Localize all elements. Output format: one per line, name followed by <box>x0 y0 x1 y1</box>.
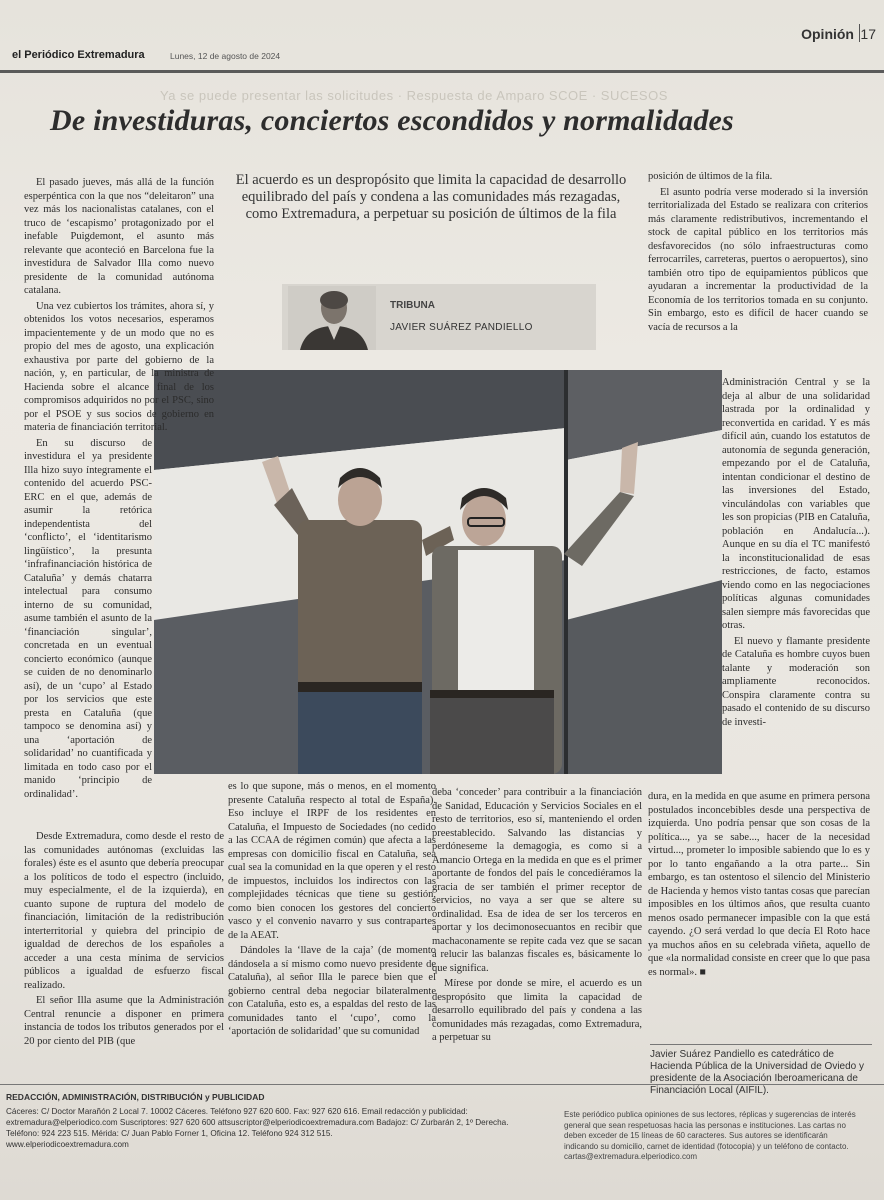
paragraph: El nuevo y flamante presidente de Cataluña es hombre cuyos buen talante y moderación son ampliamente reconocidos. Conspira claramente contra su pasado el contenido de su discurso de investi- <box>722 635 870 728</box>
paragraph: Mírese por donde se mire, el acuerdo es un despropósito que limita la capacidad de desarrollo equilibrado del país y condena a las comunidades más rezagadas, como Extremadura, a perpetuar su <box>432 978 642 1043</box>
paragraph: Dándoles la ‘llave de la caja’ (de momento dándosela a sí mismo como nuevo presidente de Cataluña), al señor Illa le parece bien que el gobierno central deba negociar bilateralmente con Cataluña, esto es, a espaldas del resto de las comunidades tanto el ‘cupo’, como la ‘aportación de solidaridad’ que su comunidad <box>228 945 436 1037</box>
column-4-top <box>648 170 868 336</box>
article-lead: El acuerdo es un despropósito que limita la capacidad de desarrollo equilibrado del país y condena a las comunidades más rezagadas, como Extremadura, a perpetuar su posición de últimos de la fila <box>235 172 627 222</box>
paragraph: El señor Illa asume que la Administración Central renuncie a disponer en primera instancia de todos los tributos generados por el 20 por ciento del PIB (que <box>24 995 224 1047</box>
column-1-bottom <box>24 830 224 1050</box>
paragraph: Una vez cubiertos los trámites, ahora sí, y obtenidos los votos necesarios, esperamos impacientemente y de un modo que no es propio del mes de agosto, una explicación exhaustiva por parte del gobierno de la nación, y, en particular, de la ministra de Hacienda sobre el alcance final de los compromisos adquiridos no por el PSC, sino por el PSOE y sus socios de gobierno en materia de financiación territorial. <box>24 300 214 433</box>
column-1 <box>24 176 214 803</box>
paragraph: es lo que supone, más o menos, en el momento presente Cataluña respecto al total de España). Eso incluye el IRPF de los residentes en Cataluña, el Impuesto de Sociedades (no cedido a las CCAA de régimen común) que afecta a las empresas con domicilio fiscal en Cataluña, sea cual sea la comunidad en la que operen y el resto de impuestos, incluidos los indirectos con las complejidades técnicas que tiene su gestión, como bien conocen los gestores del concierto vasco y el convenio navarro y sus contrapartes de la AEAT. <box>228 781 436 941</box>
show-through-text: Ya se puede presentar las solicitudes · Respuesta de Amparo SCOE · SUCESOS <box>160 88 668 103</box>
footer-rule <box>0 1084 884 1085</box>
paragraph: Administración Central y se la deja al albur de una solidaridad lastrada por la ordinalidad y reconvertida en caridad. Y es más difícil aún, cuando los estatutos de autonomía de segunda generación, empezando por el de Cataluña, intentan condicionar el destino de las inversiones del Estado, vinculándolas con variables que les son propicias (PIB en Cataluña, población en Andalucía...). Aunque en su día el TC manifestó la inconstitucionalidad de esas restricciones, de facto, estamos viendo como en las negociaciones políticas algunas comunidades salen siempre más favorecidas que otras. <box>722 377 870 631</box>
contact-heading: REDACCIÓN, ADMINISTRACIÓN, DISTRIBUCIÓN y PUBLICIDAD <box>6 1092 265 1102</box>
byline-box <box>282 284 596 350</box>
contact-info <box>6 1092 516 1150</box>
author-bio: Javier Suárez Pandiello es catedrático de Hacienda Pública de la Universidad de Oviedo y presidente de la Asociación Iberoamericana de Financiación Local (AIFIL). <box>650 1044 872 1097</box>
paragraph: Desde Extremadura, como desde el resto de las comunidades autónomas (excluidas las forales) éste es el asunto que debería preocupar a los políticos de todo el espectro (incluido, muy especialmente, el de la izquierda), en cuanto supone de ruptura del modelo de financiación, limitación de la redistribución interterritorial y quiebra del principio de igualdad de derechos de los españoles a acceder a una cesta mínima de servicios públicos a igualdad de esfuerzo fiscal realizado. <box>24 831 224 991</box>
contact-lines: Cáceres: C/ Doctor Marañón 2 Local 7. 10002 Cáceres. Teléfono 927 620 600. Fax: 927 620 616. Email redacción y publicidad: extremadura@elperiodico.com Suscriptores: 927 620 600 attsuscriptor@elperiodicoextremadura.com Badajoz: C/ Zurbarán 2, 1º Derecha. Teléfono: 924 223 515. Mérida: C/ Juan Pablo Forner 1, Oficina 12. Teléfono 924 312 515. <box>6 1107 509 1138</box>
paragraph: dura, en la medida en que asume en primera persona postulados inconcebibles desde una perspectiva de izquierda. Uno podría pensar que son cosas de la política..., ya se sabe..., hacer de la necesidad virtud..., prometer lo imposible sabiendo que lo es y por lo tanto engañando a la otra parte... Sin embargo, es tan ostentoso el silencio del Ministerio de Hacienda y hemos visto tantas cosas que parecían imposibles en los últimos años, que resulta cuanto menos osado permanecer impasible con la que está cayendo. ¿O será verdad lo que decía El Roto hace ya muchos años en su celebrada viñeta, aquello de que «la normalidad consiste en creer que lo que pasa es normal». ■ <box>648 791 870 978</box>
page-footer <box>0 1084 884 1200</box>
paragraph: El asunto podría verse moderado si la inversión territorializada del Estado se realizara con criterios más claramente redistributivos, incrementando el stock de capital público en los territorios más desfavorecidos (no sólo infraestructuras como ferrocarriles, carreteras, puertos o aeropuertos), sino también otro tipo de equipamientos públicos que ayudaran a incrementar la productividad de la Economía de los territorios tomada en su conjunto. Sin embargo, esto es difícil de hacer cuando se vacía de recursos a la <box>648 186 868 333</box>
masthead-rule <box>0 70 884 73</box>
byline-kicker: TRIBUNA <box>390 300 435 311</box>
paragraph: El pasado jueves, más allá de la función esperpéntica con la que nos “deleitaron” una vez más los nacionalistas catalanes, con el truco de ‘escapismo’ protagonizado por el inefable Puigdemont, el asunto más relevante que aconteció en Barcelona fue la investidura de Salvador Illa como nuevo presidente de la comunidad autónoma catalana. <box>24 177 214 296</box>
column-4-bottom <box>648 790 870 981</box>
author-portrait <box>288 286 376 350</box>
paragraph: En su discurso de investidura el ya presidente Illa hizo suyo íntegramente el contenido del acuerdo PSC-ERC en el que, además de asumir la retórica independentista del ‘conflicto’, el ‘identitarismo lingüístico’, la presunta ‘infrafinanciación histórica de Cataluña’ y demás chatarra intelectual para consumo interno de su comunidad, asume también el asunto de la ‘financiación singular’, concretada en un eventual concierto económico (aunque se cuiden de no denominarlo así), de un ‘cupo’ al Estado por los servicios que este presta en Cataluña (que tampoco se denomina así) y una ‘aportación de solidaridad’ no cuantificada y limitada en todo caso por el manido ‘principio de ordinalidad’. <box>24 437 152 800</box>
paragraph: deba ‘conceder’ para contribuir a la financiación de Sanidad, Educación y Servicios Sociales en el resto de territorios, eso sí, manteniendo el orden preestablecido. Salvando las distancias y perdóneseme la demagogia, es como si a Amancio Ortega en la medida en que es el primer aportante de fondos del país le concediéramos la gracia de ser también el primer receptor de servicios, no vaya a ser que se altere su ordinalidad. Esa de idea de ser los terceros en aportar y los decimonosecuantos en recibir que machaconamente se repite cada vez que se sacan a relucir las balanzas fiscales es, básicamente lo que significa. <box>432 787 642 974</box>
website-link[interactable]: www.elperiodicoextremadura.com <box>6 1140 129 1149</box>
issue-date: Lunes, 12 de agosto de 2024 <box>170 51 281 61</box>
newspaper-brand: el Periódico Extremadura <box>12 49 145 61</box>
byline-author: JAVIER SUÁREZ PANDIELLO <box>390 322 533 333</box>
column-4 <box>722 376 870 731</box>
article-headline: De investiduras, conciertos escondidos y normalidades <box>50 104 734 137</box>
masthead <box>0 26 884 72</box>
paragraph: posición de últimos de la fila. <box>648 171 773 182</box>
column-3-bottom <box>432 786 642 1047</box>
article-photo <box>154 370 722 774</box>
section-label: Opinión <box>801 26 854 42</box>
page-number: 17 <box>860 26 876 42</box>
letters-policy: Este periódico publica opiniones de sus lectores, réplicas y sugerencias de interés general que sean respetuosas hacia las personas e instituciones. Las cartas no deben exceder de 15 líneas de 60 caracteres. Sus autores se identificarán indicando su domicilio, carnet de identidad (fotocopia) y un teléfono de contacto. cartas@extremadura.elperiodico.com <box>564 1110 856 1161</box>
column-2-bottom <box>228 780 436 1041</box>
